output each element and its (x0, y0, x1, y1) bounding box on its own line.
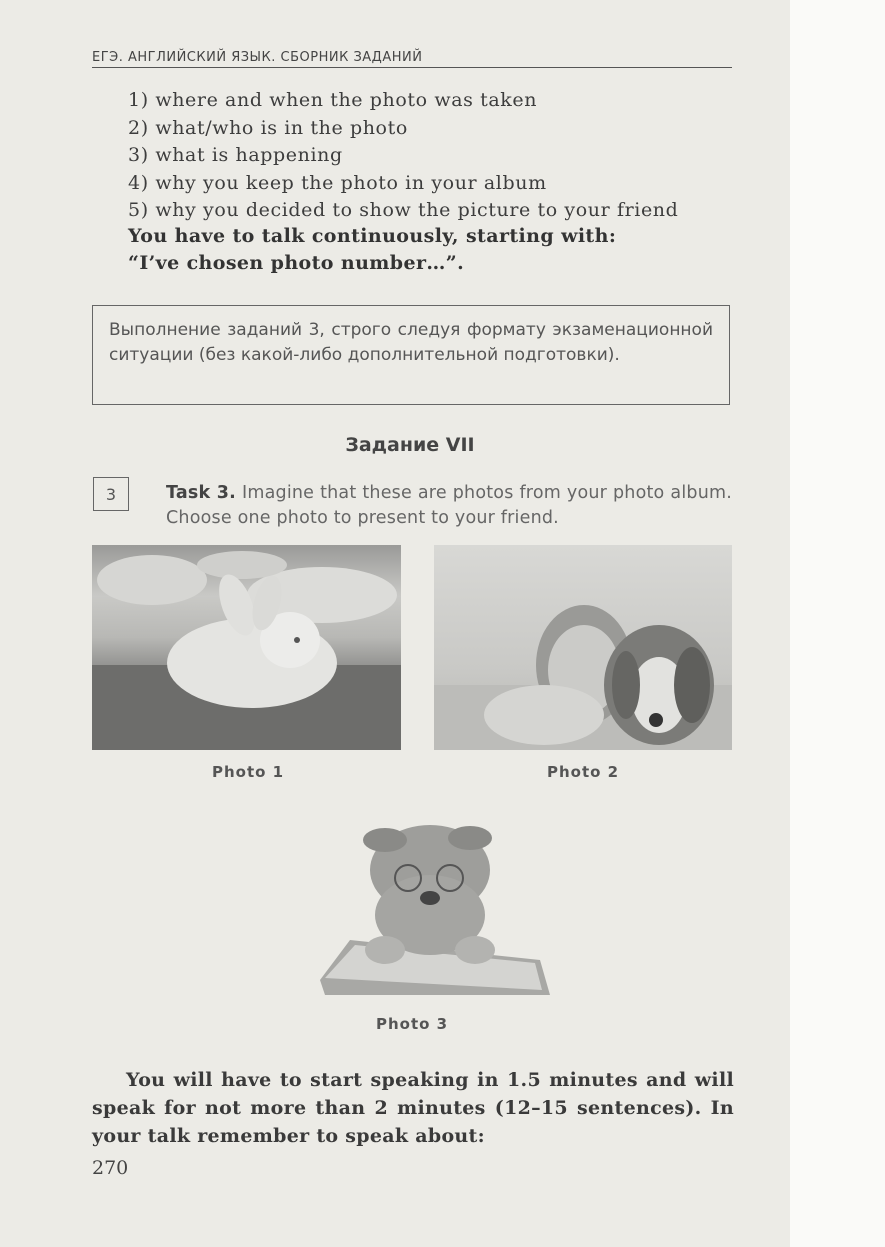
photo-2-caption: Photo 2 (547, 763, 620, 781)
instruction-line: You have to talk continuously, starting with: (128, 225, 617, 247)
list-item: 2) what/who is in the photo (128, 116, 408, 139)
task-heading: Задание VII (345, 434, 475, 456)
rabbit-in-grass-photo (92, 545, 401, 750)
plan-list (128, 87, 678, 225)
list-item: 1) where and when the photo was taken (128, 89, 538, 111)
task-description (166, 481, 732, 531)
task-number-badge: 3 (93, 477, 129, 511)
task-text: Imagine that these are photos from your photo album. Choose one photo to present to your friend. (166, 483, 732, 528)
list-item: 3) what is happening (128, 144, 343, 166)
photo-1-image (92, 545, 401, 750)
child-with-beagle-photo (434, 545, 732, 750)
photo-3-caption: Photo 3 (376, 1015, 449, 1033)
page-margin (790, 0, 885, 1247)
running-header: ЕГЭ. АНГЛИЙСКИЙ ЯЗЫК. СБОРНИК ЗАДАНИЙ (92, 50, 732, 68)
page-number: 270 (92, 1157, 129, 1179)
notice-box: Выполнение заданий 3, строго следуя формату экзаменационной ситуации (без какой-либо дополнительной подготовки). (92, 305, 730, 405)
photo-2-image (434, 545, 732, 750)
puppy-reading-book-photo (310, 810, 555, 1000)
photo-3-image (310, 810, 555, 1000)
task-label: Task 3. (166, 483, 237, 503)
list-item: 4) why you keep the photo in your album (128, 171, 547, 194)
list-item: 5) why you decided to show the picture to your friend (128, 199, 679, 221)
starting-phrase: “I’ve chosen photo number…”. (128, 252, 465, 274)
speaking-instructions-text: You will have to start speaking in 1.5 minutes and will speak for not more than 2 minutes (12–15 sentences). In your talk remember to speak about: (92, 1069, 734, 1147)
speaking-instructions (92, 1066, 734, 1150)
photo-1-caption: Photo 1 (212, 763, 285, 781)
